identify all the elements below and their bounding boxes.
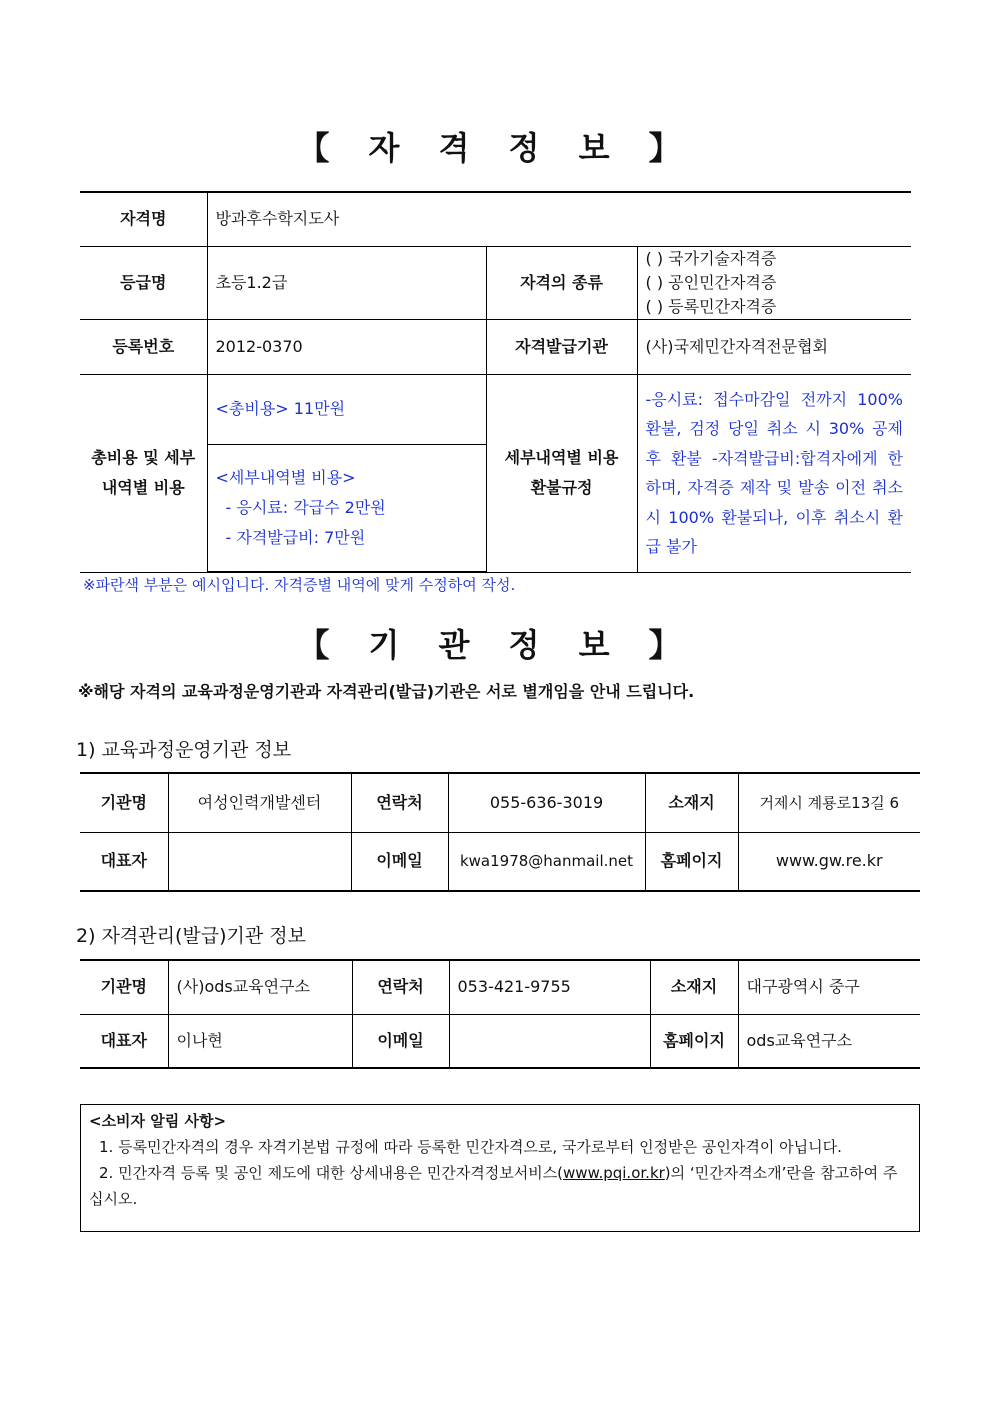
grade-value: 초등1.2급 xyxy=(207,246,486,319)
mgmt-address: 대구광역시 중구 xyxy=(738,960,920,1014)
mgmt-agency-name: (사)ods교육연구소 xyxy=(168,960,352,1014)
agency-info-title: 【 기 관 정 보 】 xyxy=(297,626,695,664)
kind-option-certified: ( ) 공인민간자격증 xyxy=(645,272,777,292)
mgmt-agency-table xyxy=(80,959,920,1069)
edu-contact: 055-636-3019 xyxy=(448,773,645,832)
edu-agency-name-label: 기관명 xyxy=(80,773,168,832)
pqi-link[interactable]: www.pqi.or.kr xyxy=(563,1164,665,1182)
grade-label: 등급명 xyxy=(80,246,207,319)
edu-email-label: 이메일 xyxy=(351,832,448,891)
edu-agency-table xyxy=(80,772,920,892)
consumer-notice-box xyxy=(80,1104,920,1232)
consumer-notice-item-2 xyxy=(89,1160,911,1212)
detail-cost-title: <세부내역별 비용> xyxy=(215,467,356,487)
cost-label: 총비용 및 세부내역별 비용 xyxy=(80,374,207,572)
mgmt-contact-label: 연락처 xyxy=(352,960,449,1014)
edu-agency-heading: 1) 교육과정운영기관 정보 xyxy=(76,739,292,761)
issuer-value: (사)국제민간자격전문협회 xyxy=(637,319,911,374)
qualification-name-value: 방과후수학지도사 xyxy=(207,192,911,246)
edu-email: kwa1978@hanmail.net xyxy=(448,832,645,891)
detail-cost xyxy=(207,444,486,572)
consumer-notice-item-2-prefix: 2. 민간자격 등록 및 공인 제도에 대한 상세내용은 민간자격정보서비스( xyxy=(99,1164,564,1182)
mgmt-homepage: ods교육연구소 xyxy=(738,1014,920,1068)
mgmt-address-label: 소재지 xyxy=(650,960,738,1014)
mgmt-rep: 이나현 xyxy=(168,1014,352,1068)
example-note: ※파란색 부분은 예시입니다. 자격증별 내역에 맞게 수정하여 작성. xyxy=(83,576,516,594)
consumer-notice-item-1: 1. 등록민간자격의 경우 자격기본법 규정에 따라 등록한 민간자격으로, 국가로부터 인정받은 공인자격이 아닙니다. xyxy=(99,1138,842,1156)
edu-address-label: 소재지 xyxy=(645,773,738,832)
mgmt-email-label: 이메일 xyxy=(352,1014,449,1068)
kind-options xyxy=(637,246,911,319)
edu-homepage: www.gw.re.kr xyxy=(738,832,920,891)
kind-label: 자격의 종류 xyxy=(486,246,637,319)
edu-agency-name: 여성인력개발센터 xyxy=(168,773,351,832)
detail-cost-exam-fee: - 응시료: 각급수 2만원 xyxy=(225,497,386,517)
edu-homepage-label: 홈페이지 xyxy=(645,832,738,891)
mgmt-agency-heading: 2) 자격관리(발급)기관 정보 xyxy=(76,925,306,947)
edu-rep xyxy=(168,832,351,891)
kind-option-registered: ( ) 등록민간자격증 xyxy=(645,296,777,316)
qualification-name-label: 자격명 xyxy=(80,192,207,246)
kind-option-national: ( ) 국가기술자격증 xyxy=(645,248,777,268)
registration-number-label: 등록번호 xyxy=(80,319,207,374)
refund-label: 세부내역별 비용 환불규정 xyxy=(486,374,637,572)
mgmt-contact: 053-421-9755 xyxy=(449,960,650,1014)
consumer-notice-title: <소비자 알림 사항> xyxy=(89,1112,227,1130)
consumer-notice-item-2-suffix: )의 ‘민간자격소개’란을 참고하여 주십시오. xyxy=(89,1164,898,1208)
detail-cost-issue-fee: - 자격발급비: 7만원 xyxy=(225,527,366,547)
edu-contact-label: 연락처 xyxy=(351,773,448,832)
total-cost: <총비용> 11만원 xyxy=(207,374,486,444)
registration-number-value: 2012-0370 xyxy=(207,319,486,374)
qualification-info-table xyxy=(80,191,911,573)
edu-address: 거제시 계룡로13길 6 xyxy=(738,773,920,832)
mgmt-homepage-label: 홈페이지 xyxy=(650,1014,738,1068)
refund-policy: -응시료: 접수마감일 전까지 100% 환불, 검정 당일 취소 시 30% 공제 후 환불 -자격발급비:합격자에게 한하며, 자격증 제작 및 발송 이전 취소 시 100% 환불되나, 이후 취소시 환급 불가 xyxy=(637,374,911,572)
agency-notice: ※해당 자격의 교육과정운영기관과 자격관리(발급)기관은 서로 별개임을 안내 드립니다. xyxy=(78,682,695,701)
issuer-label: 자격발급기관 xyxy=(486,319,637,374)
edu-rep-label: 대표자 xyxy=(80,832,168,891)
mgmt-email xyxy=(449,1014,650,1068)
mgmt-agency-name-label: 기관명 xyxy=(80,960,168,1014)
qualification-info-title: 【 자 격 정 보 】 xyxy=(297,129,695,167)
mgmt-rep-label: 대표자 xyxy=(80,1014,168,1068)
